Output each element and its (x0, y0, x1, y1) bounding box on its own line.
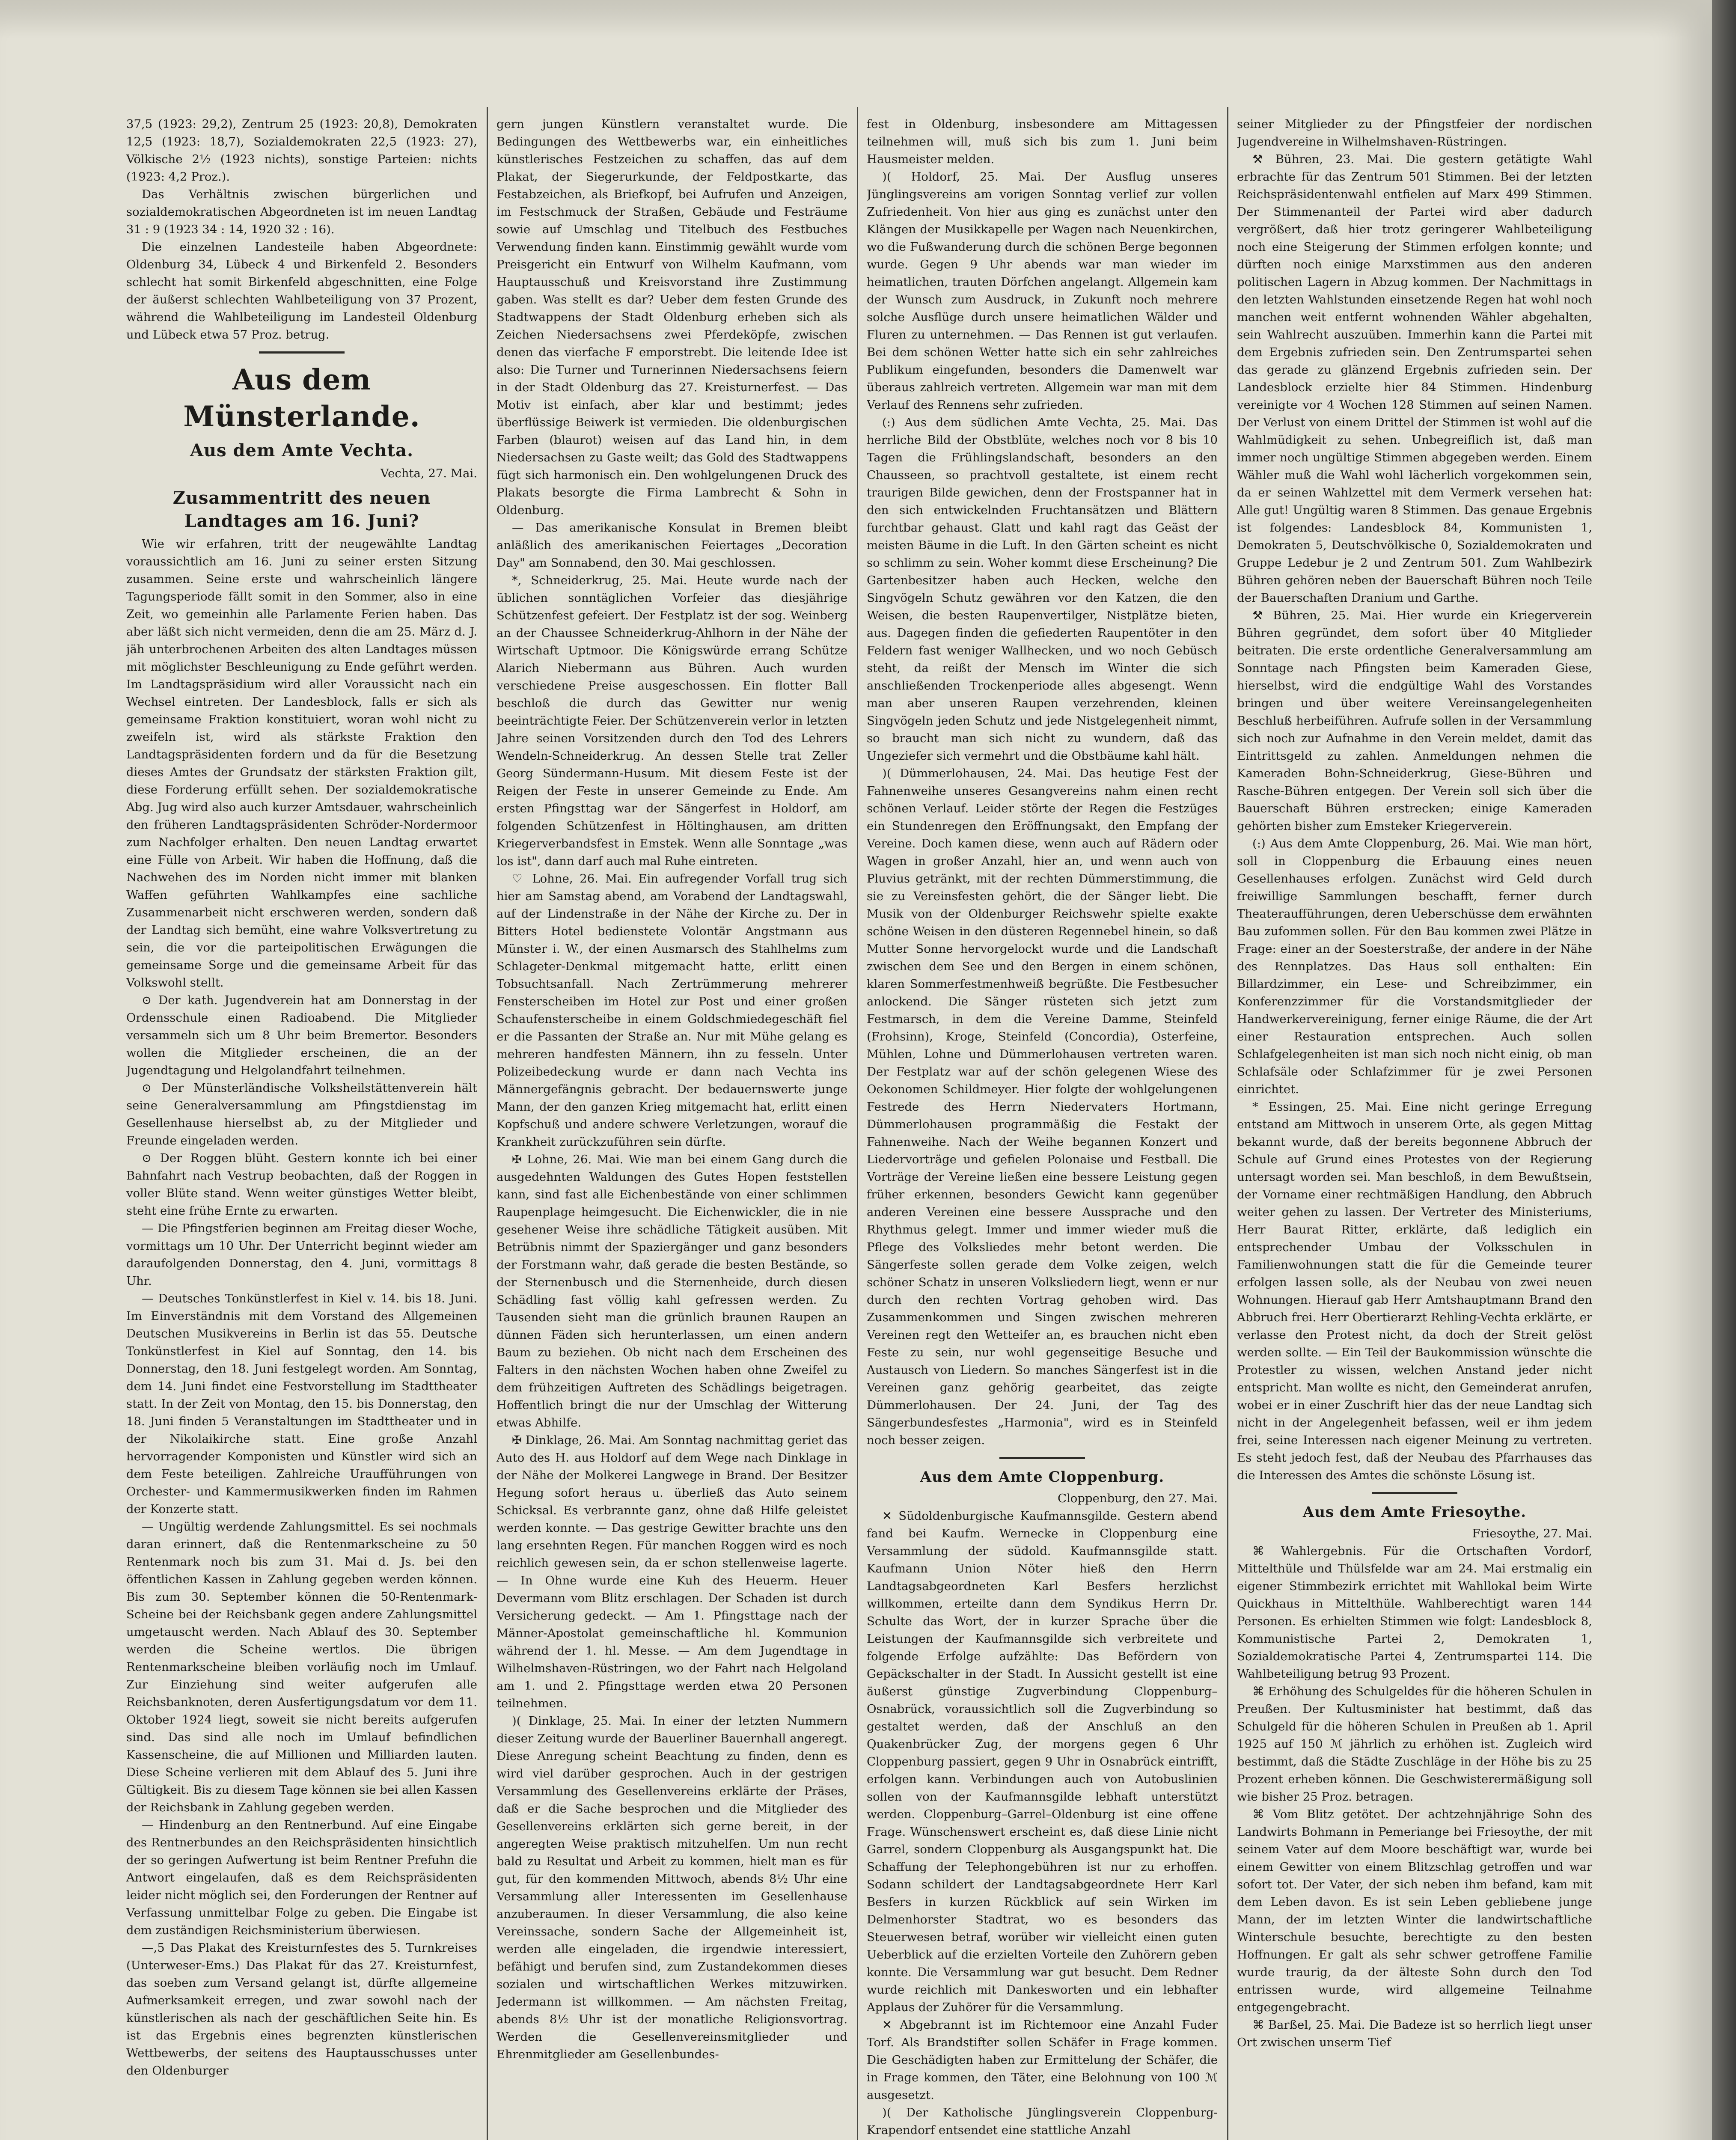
column-rule-1 (487, 107, 488, 2140)
article-paragraph: *, Schneiderkrug, 25. Mai. Heute wurde nach der üblichen sonntäglichen Vorfeier das diesjährige Schützenfest gefeiert. Der Festplatz ist der sog. Weinberg an der Chaussee Schneiderkrug-Ahlhorn in der Nähe der Wirtschaft Uptmoor. Die Königswürde errang Schütze Alarich Niebermann aus Bühren. Auch wurden verschiedene Preise ausgeschossen. Ein flotter Ball beschloß die durch das Gewitter nur wenig beeinträchtigte Feier. Der Schützenverein verlor in letzten Jahre seinen Vorsitzenden durch den Tod des Lehrers Wendeln-Schneiderkrug. An dessen Stelle trat Zeller Georg Sündermann-Husum. Mit diesem Feste ist der Reigen der Feste in unserer Gemeinde zu Ende. Am ersten Pfingsttag war der Sängerfest in Holdorf, am folgenden Schützenfest in Höltinghausen, am dritten Kriegerverbandsfest in Emstek. Wenn alle Sonntage „was los ist", dann darf auch mal Ruhe eintreten. (496, 574, 847, 868)
article-paragraph: ♡ Lohne, 26. Mai. Ein aufregender Vorfall trug sich hier am Samstag abend, am Vorabend der Landtagswahl, auf der Lindenstraße in der Nähe der Kirche zu. Der in Bitters Hotel bedienstete Volontär Angstmann aus Münster i. W., der einen Ausmarsch des Stahlhelms zum Schlageter-Denkmal mitgemacht hatte, erlitt einen Tobsuchtsanfall. Nach Zertrümmerung mehrerer Fensterscheiben im Hotel zur Post und einer großen Schaufensterscheibe in einem Goldschmiedegeschäft fiel er die Passanten der Straße an. Nur mit Mühe gelang es mehreren handfesten Männern, ihn zu fesseln. Unter Polizeibedeckung wurde er dann nach Vechta ins Männergefängnis gebracht. Der bedauernswerte junge Mann, der den ganzen Krieg mitgemacht hat, erlitt einen Kopfschuß und andere schwere Verletzungen, worauf die Krankheit zurückzuführen sein dürfte. (496, 872, 847, 1149)
section-heading: Aus dem Amte Cloppenburg. (920, 1468, 1165, 1486)
article-paragraph: — Hindenburg an den Rentnerbund. Auf eine Eingabe des Rentnerbundes an den Reichspräsidenten hinsichtlich der so geringen Aufwertung ist beim Rentner Prefuhn die Antwort eingelaufen, daß es dem Reichspräsidenten leider nicht möglich sei, den Forderungen der Rentner auf Verfassung unmittelbar Folge zu geben. Die Eingabe ist dem zuständigen Reichsministerium überwiesen. (126, 1818, 477, 1937)
article-paragraph: ⚒ Bühren, 23. Mai. Die gestern getätigte Wahl erbrachte für das Zentrum 501 Stimmen. Bei der letzten Reichspräsidentenwahl entfielen auf Marx 499 Stimmen. Der Stimmenanteil der Partei wird aber dadurch vergrößert, daß hier trotz geringerer Wahlbeteiligung noch eine Steigerung der Stimmen erfolgen konnte; und dürften noch einige Marxstimmen aus den anderen politischen Lagern in Abzug kommen. Der Nachmittags in den letzten Wahlstunden einsetzende Regen hat wohl noch manchen weit entfernt wohnenden Wähler abgehalten, sein Wahlrecht auszuüben. Immerhin kann die Partei mit dem Ergebnis zufrieden sein. Den Zentrumspartei sehen das gerade zu glänzend Ergebnis zufrieden sein. Der Landesblock erzielte hier 84 Stimmen. Hindenburg vereinigte vor 4 Wochen 128 Stimmen auf seinen Namen. Der Verlust von einem Drittel der Stimmen ist wohl auf die Wahlmüdigkeit zu sehen. Unbegreiflich ist, daß man immer noch ungültige Stimmen abgegeben werden. Einem Wähler muß die Wahl wohl lächerlich vorgekommen sein, da er seinen Wahlzettel mit dem Vermerk versehen hat: Alle gut! Ungültig waren 8 Stimmen. Das genaue Ergebnis ist folgendes: Landesblock 84, Kommunisten 1, Demokraten 5, Deutschvölkische 0, Sozialdemokraten und Gruppe Ledebur je 2 und Zentrum 501. Zum Wahlbezirk Bühren gehören neben der Bauerschaft Bühren noch Teile der Bauerschaften Dranium und Garthe. (1237, 152, 1592, 605)
article-paragraph: ✕ Südoldenburgische Kaufmannsgilde. Gestern abend fand bei Kaufm. Wernecke in Cloppenburg eine Versammlung der südold. Kaufmannsgilde statt. Kaufmann Union Nöter hieß den Herrn Landtagsabgeordneten Karl Besfers herzlichst willkommen, erteilte dann dem Syndikus Herrn Dr. Schulte das Wort, der in kurzer Sprache über die Leistungen der Kaufmannsgilde sich verbreitete und folgende Erfolge aufzählte: Das Befördern von Gepäckschalter in der Stadt. In Aussicht gestellt ist eine äußerst günstige Zugverbindung Cloppenburg–Osnabrück, voraussichtlich soll die Zugverbindung so gestaltet werden, daß der Anschluß an den Quakenbrücker Zug, der morgens gegen 6 Uhr Cloppenburg passiert, gegen 9 Uhr in Osnabrück eintrifft, erfolgen kann. Verbindungen auch von Autobuslinien sollen von der Kaufmannsgilde lebhaft unterstützt werden. Cloppenburg–Garrel–Oldenburg ist eine offene Frage. Wünschenswert erscheint es, daß diese Linie nicht Garrel, sondern Cloppenburg als Ausgangspunkt hat. Die Schaffung der Telephongebühren ist nur zu erhoffen. Sodann schildert der Landtagsabgeordnete Herr Karl Besfers in kurzen Rückblick auf sein Wirken im Delmenhorster Stadtrat, wo es besonders das Steuerwesen betraf, worüber wir vielleicht einen guten Ueberblick auf die erzielten Vorteile den Zuhörern geben konnte. Die Versammlung war gut besucht. Dem Redner wurde reichlich mit Dankesworten und ein lebhafter Applaus der Zuhörer für die Versammlung. (867, 1509, 1218, 2014)
article-paragraph: ⌘ Wahlergebnis. Für die Ortschaften Vordorf, Mittelthüle und Thülsfelde war am 24. Mai erstmalig ein eigener Stimmbezirk errichtet mit Wahllokal beim Wirte Quickhaus in Mittelthüle. Wahlberechtigt waren 144 Personen. Es erhielten Stimmen wie folgt: Landesblock 8, Kommunistische Partei 2, Demokraten 1, Sozialdemokratische Partei 4, Zentrumspartei 114. Die Wahlbeteiligung betrug 93 Prozent. (1237, 1544, 1592, 1681)
article-paragraph: (:) Aus dem Amte Cloppenburg, 26. Mai. Wie man hört, soll in Cloppenburg die Erbauung eines neuen Gesellenhauses erfolgen. Zunächst wird Geld durch freiwillige Sammlungen beschafft, ferner durch Theateraufführungen, deren Ueberschüsse dem erwähnten Bau zufommen sollen. Für den Bau kommen zwei Plätze in Frage: einer an der Soesterstraße, der andere in der Nähe des Rennplatzes. Das Haus soll enthalten: Ein Billardzimmer, ein Lese- und Schreibzimmer, ein Konferenzzimmer für die Vorstandsmitglieder der Handwerkervereinigung, ferner einige Räume, die der Art einer Restauration entsprechen. Auch sollen Schlafgelegenheiten ist man sich noch nicht einig, ob man Schlafsäle oder Schlafzimmer für je zwei Personen einrichtet. (1237, 837, 1592, 1096)
article-paragraph: — Die Pfingstferien beginnen am Freitag dieser Woche, vormittags um 10 Uhr. Der Unterricht beginnt wieder am daraufolgenden Donnerstag, den 4. Juni, vormittags 8 Uhr. (126, 1222, 477, 1288)
section-heading: Zusammentritt des neuen Landtages am 16. Juni? (172, 488, 431, 531)
column-3 (867, 116, 1218, 2140)
article-paragraph: Die einzelnen Landesteile haben Abgeordnete: Oldenburg 34, Lübeck 4 und Birkenfeld 2. Besonders schlecht hat somit Birkenfeld abgeschnitten, eine Folge der äußerst schlechten Wahlbeteiligung von 37 Prozent, während die Wahlbeteiligung im Landesteil Oldenburg und Lübeck etwa 57 Proz. betrug. (126, 240, 477, 342)
article-paragraph: — Deutsches Tonkünstlerfest in Kiel v. 14. bis 18. Juni. Im Einverständnis mit dem Vorstand des Allgemeinen Deutschen Musikvereins in Berlin ist das 55. Deutsche Tonkünstlerfest in Kiel auf Sonntag, den 14. bis Donnerstag, den 18. Juni festgelegt worden. Am Sonntag, dem 14. Juni findet eine Festvorstellung im Stadttheater statt. In der Zeit von Montag, den 15. bis Donnerstag, den 18. Juni finden 5 Veranstaltungen im Stadttheater und in der Nikolaikirche statt. Eine große Anzahl hervorragender Komponisten und Künstler wird sich an dem Feste beteiligen. Zahlreiche Uraufführungen von Orchester- und Kammermusikwerken finden im Rahmen der Konzerte statt. (126, 1292, 477, 1516)
article-paragraph: 37,5 (1923: 29,2), Zentrum 25 (1923: 20,8), Demokraten 12,5 (1923: 18,7), Sozialdemokraten 22,5 (1923: 27), Völkische 2½ (1923 nichts), sonstige Parteien: nichts (1923: 4,2 Proz.). (126, 117, 477, 184)
dateline: Vechta, 27. Mai. (380, 467, 477, 480)
column-4 (1237, 116, 1592, 2140)
article-paragraph: — Das amerikanische Konsulat in Bremen bleibt anläßlich des amerikanischen Feiertages „Decoration Day" am Sonnabend, den 30. Mai geschlossen. (496, 521, 847, 570)
column-rule-3 (1227, 107, 1228, 2140)
article-paragraph: ⌘ Erhöhung des Schulgeldes für die höheren Schulen in Preußen. Der Kultusminister hat bestimmt, daß das Schulgeld für die höheren Schulen in Preußen ab 1. April 1925 auf 150 ℳ jährlich zu erhöhen ist. Zugleich wird bestimmt, daß die Städte Zuschläge in der Höhe bis zu 25 Prozent erheben können. Die Geschwisterermäßigung soll wie bisher 25 Proz. betragen. (1237, 1685, 1592, 1804)
article-paragraph: —,5 Das Plakat des Kreisturnfestes des 5. Turnkreises (Unterweser-Ems.) Das Plakat für das 27. Kreisturnfest, das soeben zum Versand gelangt ist, dürfte allgemeine Aufmerksamkeit erregen, und zwar sowohl nach der künstlerischen als nach der geschäftlichen Seite hin. Es ist das Ergebnis eines begrenzten künstlerischen Wettbewerbs, der seitens des Hauptausschusses unter den Oldenburger (126, 1941, 477, 2078)
article-paragraph: ⊙ Der kath. Jugendverein hat am Donnerstag in der Ordensschule einen Radioabend. Die Mitglieder versammeln sich um 8 Uhr beim Bremertor. Besonders wollen die Mitglieder erscheinen, die an der Jugendtagung und Helgolandfahrt teilnehmen. (126, 993, 477, 1077)
article-paragraph: ⌘ Vom Blitz getötet. Der achtzehnjährige Sohn des Landwirts Bohmann in Pemeriange bei Friesoythe, der mit seinem Vater auf dem Moore beschäftigt war, wurde bei einem Gewitter von einem Blitzschlag getroffen und war sofort tot. Der Vater, der sich neben ihm befand, kam mit dem Leben davon. Es ist sein Leben gebliebene junge Mann, der im letzten Winter die landwirtschaftliche Winterschule besuchte, berechtigte zu den besten Hoffnungen. Er galt als sehr schwer getroffene Familie wurde traurig, da der älteste Sohn durch den Tod entrissen wurde, wird allgemeine Teilnahme entgegengebracht. (1237, 1807, 1592, 2014)
article-paragraph: ✠ Dinklage, 26. Mai. Am Sonntag nachmittag geriet das Auto des H. aus Holdorf auf dem Wege nach Dinklage in der Nähe der Molkerei Langwege in Brand. Der Besitzer Hegung sofort heraus u. überließ das Auto seinem Schicksal. Es verbrannte ganz, ohne daß Hilfe geleistet werden konnte. — Das gestrige Gewitter brachte uns den lang ersehnten Regen. Für manchen Roggen wird es noch reichlich gewesen sein, da er schon stellenweise lagerte. — In Ohne wurde eine Kuh des Heuerm. Heuer Devermann vom Blitz erschlagen. Der Schaden ist durch Versicherung gedeckt. — Am 1. Pfingsttage nach der Männer-Apostolat gemeinschaftliche hl. Kommunion während der 1. hl. Messe. — Am dem Jugendtage in Wilhelmshaven-Rüstringen, wo der Fahrt nach Helgoland am 1. und 2. Pfingsttage werden etwa 20 Personen teilnehmen. (496, 1433, 847, 1710)
article-paragraph: — Ungültig werdende Zahlungsmittel. Es sei nochmals daran erinnert, daß die Rentenmarkscheine zu 50 Rentenmark noch bis zum 31. Mai d. Js. bei den öffentlichen Kassen in Zahlung gegeben werden können. Bis zum 30. September können die 50-Rentenmark-Scheine bei der Reichsbank gegen andere Zahlungsmittel umgetauscht werden. Nach Ablauf des 30. September werden die Scheine wertlos. Die übrigen Rentenmarkscheine bleiben vorläufig noch im Umlauf. Zur Einziehung sind weiter aufgerufen alle Reichsbanknoten, deren Ausfertigungsdatum vor dem 11. Oktober 1924 liegt, soweit sie nicht bereits aufgerufen sind. Das sind alle noch im Umlauf befindlichen Kassenscheine, die auf Millionen und Milliarden lauten. Diese Scheine verlieren mit dem Ablauf des 5. Juni ihre Gültigkeit. Bis zu diesem Tage können sie bei allen Kassen der Reichsbank in Zahlung gegeben werden. (126, 1520, 477, 1814)
article-paragraph: ⌘ Barßel, 25. Mai. Die Badeze ist so herrlich liegt unser Ort zwischen unserm Tief (1237, 2018, 1592, 2049)
section-separator-rule (999, 1457, 1085, 1459)
section-heading: Aus dem Amte Vechta. (190, 440, 413, 461)
article-paragraph: Wie wir erfahren, tritt der neugewählte Landtag voraussichtlich am 16. Juni zu seiner ersten Sitzung zusammen. Seine erste und wahrscheinlich längere Tagungsperiode fällt somit in den Sommer, also in eine Zeit, wo gemeinhin alle Parlamente Ferien haben. Das aber läßt sich nicht vermeiden, denn die am 25. März d. J. jäh unterbrochenen Arbeiten des alten Landtages müssen mit möglichster Beschleunigung zu Ende geführt werden. Im Landtagspräsidium wird aller Voraussicht nach ein Wechsel eintreten. Der Landesblock, falls er sich als gemeinsame Fraktion konstituiert, woran wohl nicht zu zweifeln ist, wird als stärkste Fraktion den Landtagspräsidenten fordern und da für die Besetzung dieses Amtes der Grundsatz der stärksten Fraktion gilt, diese Forderung erfüllt sehen. Der sozialdemokratische Abg. Jug wird also auch kurzer Amtsdauer, wahrscheinlich den früheren Landtagspräsidenten Schröder-Nordermoor zum Nachfolger erhalten. Den neuen Landtag erwartet eine Fülle von Arbeit. Wir haben die Hoffnung, daß die Nachwehen des im Norden nicht immer mit blanken Waffen geführten Wahlkampfes eine sachliche Zusammenarbeit nicht erschweren werden, sondern daß der Landtag sich bemüht, eine wahre Volksvertretung zu sein, die vor die parteipolitischen Erwägungen die gemeinsame Sorge und die gemeinsame Arbeit für das Volkswohl stellt. (126, 537, 477, 990)
article-paragraph: )( Dinklage, 25. Mai. In einer der letzten Nummern dieser Zeitung wurde der Bauerliner Bauernhall angeregt. Diese Anregung scheint Beachtung zu finden, denn es wird viel darüber gesprochen. Auch in der gestrigen Versammlung des Gesellenvereins erklärte der Präses, daß er die Sache besprochen und die Mitglieder des Gesellenvereins erklärten sich gerne bereit, in der angeregten Weise praktisch mitzuhelfen. Um nun recht bald zu Resultat und Arbeit zu kommen, hielt man es für gut, für den kommenden Mittwoch, abends 8½ Uhr eine Versammlung aller Interessenten im Gesellenhause anzuberaumen. In dieser Versammlung, die also keine Vereinssache, sondern Sache der Allgemeinheit ist, werden alle eingeladen, die irgendwie interessiert, befähigt und berufen sind, zum Zustandekommen dieses sozialen und wirtschaftlichen Werkes mitzuwirken. Jedermann ist willkommen. — Am nächsten Freitag, abends 8½ Uhr ist der monatliche Religionsvortrag. Werden die Gesellenvereinsmitglieder und Ehrenmitglieder am Gesellenbundes- (496, 1714, 847, 2061)
section-heading: Aus dem Münsterlande. (183, 363, 420, 433)
article-paragraph: )( Der Katholische Jünglingsverein Cloppenburg-Krapendorf entsendet eine stattliche Anzahl (867, 2106, 1218, 2137)
column-1 (126, 116, 477, 2140)
article-paragraph: seiner Mitglieder zu der Pfingstfeier der nordischen Jugendvereine in Wilhelmshaven-Rüstringen. (1237, 117, 1592, 149)
section-separator-rule (259, 351, 345, 354)
article-paragraph: fest in Oldenburg, insbesondere am Mittagessen teilnehmen will, muß sich bis zum 1. Juni beim Hausmeister melden. (867, 117, 1218, 166)
article-paragraph: ✕ Abgebrannt ist im Richtemoor eine Anzahl Fuder Torf. Als Brandstifter sollen Schäfer in Frage kommen. Die Geschädigten haben zur Ermittelung der Schäfer, die in Frage kommen, den Täter, eine Belohnung von 100 ℳ ausgesetzt. (867, 2018, 1218, 2102)
column-2 (496, 116, 847, 2140)
article-paragraph: ⚒ Bühren, 25. Mai. Hier wurde ein Kriegerverein Bühren gegründet, dem sofort über 40 Mitglieder beitraten. Die erste ordentliche Generalversammlung am Sonntage nach Pfingsten beim Kameraden Giese, hierselbst, wird die endgültige Wahl des Vorstandes bringen und über weitere Vereinsangelegenheiten Beschluß herbeiführen. Aufrufe sollen in der Versammlung sich noch zur Aufnahme in den Verein meldet, damit das Eintrittsgeld zu zahlen. Anmeldungen nehmen die Kameraden Bohn-Schneiderkrug, Giese-Bühren und Rasche-Bühren entgegen. Der Verein soll sich über die Bauerschaft Bühren erstrecken; einige Kameraden gehörten bisher zum Emsteker Kriegerverein. (1237, 609, 1592, 833)
section-heading: Aus dem Amte Friesoythe. (1302, 1504, 1527, 1521)
dateline: Cloppenburg, den 27. Mai. (1057, 1492, 1218, 1505)
article-paragraph: ⊙ Der Münsterländische Volksheilstättenverein hält seine Generalversammlung am Pfingstdienstag im Gesellenhause hierselbst ab, zu der Mitglieder und Freunde eingeladen werden. (126, 1081, 477, 1147)
article-paragraph: ⊙ Der Roggen blüht. Gestern konnte ich bei einer Bahnfahrt nach Vestrup beobachten, daß der Roggen in voller Blüte stand. Wenn weiter günstiges Wetter bleibt, steht eine frühe Ernte zu erwarten. (126, 1151, 477, 1218)
article-paragraph: )( Dümmerlohausen, 24. Mai. Das heutige Fest der Fahnenweihe unseres Gesangvereins nahm einen recht schönen Verlauf. Leider störte der Regen die Festzüges ein Stundenregen den Eröffnungsakt, den Empfang der Vereine. Doch kamen diese, wenn auch auf Rädern oder Wagen in großer Anzahl, hier an, und wenn auch von Pluvius getränkt, mit der rechten Dümmerstimmung, die sie zu Vereinsfesten gehört, die der Sänger liebt. Die Musik von der Oldenburger Reichswehr spielte exakte schöne Weisen in den düsteren Regennebel hinein, so daß Mutter Sonne hervorgelockt wurde und die Landschaft zwischen dem See und den Bergen in einem schönen, klaren Sommerfestmenhweiß begrüßte. Die Festbesucher anlockend. Die Sänger rüsteten sich jetzt zum Festmarsch, in dem die Vereine Damme, Steinfeld (Frohsinn), Kroge, Steinfeld (Concordia), Osterfeine, Mühlen, Lohne und Dümmerlohausen vertreten waren. Der Festplatz war auf der schön gelegenen Wiese des Oekonomen Schildmeyer. Hier folgte der wohlgelungenen Festrede des Herrn Niedervaters Hortmann, Dümmerlohausen programmäßig die Festakt der Fahnenweihe. Nach der Weihe begannen Konzert und Liedervorträge und gefielen Polonaise und Festball. Die Vorträge der Vereine ließen eine bessere Leistung gegen früher erkennen, besonders Gewicht kann gegenüber anderen Vereinen eine bessere Aussprache und den Rhythmus gelegt. Immer und immer wieder muß die Pflege des Volksliedes mehr betont werden. Die Sängerfeste sollen gerade dem Volke zeigen, welch schöner Schatz in unseren Volksliedern liegt, wenn er nur durch den rechten Vortrag gehoben wird. Das Zusammenkommen und Singen zwischen mehreren Vereinen regt den Wetteifer an, es brauchen nicht eben Feste zu sein, nur wohl gegenseitige Besuche und Austausch von Liedern. So manches Sängerfest ist in die Vereinen ganz gehörig gearbeitet, das zeigte Dümmerlohausen. Der 24. Juni, der Tag des Sängerbundesfestes „Harmonia", wird es in Steinfeld noch besser zeigen. (867, 767, 1218, 1447)
article-paragraph: * Essingen, 25. Mai. Eine nicht geringe Erregung entstand am Mittwoch in unserem Orte, als gegen Mittag bekannt wurde, daß der bereits begonnene Abbruch der Schule auf Grund eines Protestes von der Regierung untersagt worden sei. Man beschloß, in dem Bewußtsein, der Vorname einer rechtmäßigen Handlung, den Abbruch weiter gehen zu lassen. Der Vertreter des Ministeriums, Herr Baurat Ritter, erklärte, daß lediglich ein entsprechender Umbau der Volksschulen in Familienwohnungen statt die für die Gemeinde teurer erfolgen lassen solle, als der Neubau von zwei neuen Wohnungen. Hierauf gab Herr Amtshauptmann Brand den Abbruch frei. Herr Obertierarzt Rehling-Vechta erklärte, er verlasse den Protest nicht, da doch der Streit gelöst werden sollte. — Ein Teil der Baukommission wünschte die Protestler zu wissen, welchen Anstand jeder nicht entspricht. Man wollte es nicht, den Gemeinderat anrufen, wobei er in einer Zuschrift hier das der neue Landtag sich nicht in der Angelegenheit befassen, weil er ihm jedem frei, seine Interessen nach eigener Meinung zu vertreten. Es steht jedoch fest, daß der Neubau des Pfarrhauses das die Interessen des Amtes die schönste Lösung ist. (1237, 1100, 1592, 1482)
page-spine-shadow (1712, 0, 1736, 2140)
article-paragraph: (:) Aus dem südlichen Amte Vechta, 25. Mai. Das herrliche Bild der Obstblüte, welches noch vor 8 bis 10 Tagen die Frühlingslandschaft, besonders an den Chausseen, so prachtvoll gestaltete, ist einem recht traurigen Bilde gewichen, denn der Frostspanner hat in den sich entwickelnden Fruchtansätzen und Blättern furchtbar gehaust. Glatt und kahl ragt das Geäst der meisten Bäume in die Luft. In den Gärten scheint es nicht so schlimm zu sein. Woher kommt diese Erscheinung? Die Gartenbesitzer haben auch Hecken, welche den Singvögeln Schutz gewähren vor den Katzen, die den Weisen, die besten Raupenvertilger, Nistplätze bieten, aus. Dagegen finden die gefiederten Raupentöter in den Feldern fast weniger Wallhecken, und wo noch Gebüsch steht, da reißt der Mensch im Winter die sich anschließenden Trockenperiode alles abgesengt. Wenn man aber unseren Raupen verzehrenden, kleinen Singvögeln jeden Schutz und jede Nistgelegenheit nimmt, so braucht man sich nicht zu wundern, daß das Ungeziefer sich vermehrt und die Obstbäume kahl hält. (867, 416, 1218, 763)
article-paragraph: gern jungen Künstlern veranstaltet wurde. Die Bedingungen des Wettbewerbs war, ein einheitliches künstlerisches Festzeichen zu schaffen, das auf dem Plakat, der Siegerurkunde, der Feldpostkarte, das Festabzeichen, als Briefkopf, bei Aufrufen und Anzeigen, im Festschmuck der Straßen, Gebäude und Festräume sowie auf Umschlag und Titelbuch des Festbuches Verwendung finden kann. Einstimmig gewählt wurde vom Preisgericht ein Entwurf von Wilhelm Kaufmann, vom Hauptausschuß und Kreisvorstand ihre Zustimmung gaben. Was stellt es dar? Ueber dem festen Grunde des Stadtwappens der Stadt Oldenburg erheben sich als Zeichen Niedersachsens zwei Pferdeköpfe, zwischen denen das vierfache F emporstrebt. Die leitende Idee ist also: Die Turner und Turnerinnen Niedersachsens feiern in der Stadt Oldenburg das 27. Kreisturnerfest. — Das Motiv ist einfach, aber klar und bestimmt; jedes überflüssige Beiwerk ist vermieden. Die oldenburgischen Farben (blaurot) weisen auf das Land hin, in dem Niedersachsen zu Gaste weilt; das Gold des Stadtwappens fügt sich harmonisch ein. Den wohlgelungenen Druck des Plakats besorgte die Firma Lambrecht & Sohn in Oldenburg. (496, 117, 847, 517)
article-paragraph: Das Verhältnis zwischen bürgerlichen und sozialdemokratischen Abgeordneten ist im neuen Landtag 31 : 9 (1923 34 : 14, 1920 32 : 16). (126, 187, 477, 236)
article-paragraph: )( Holdorf, 25. Mai. Der Ausflug unseres Jünglingsvereins am vorigen Sonntag verlief zur vollen Zufriedenheit. Von hier aus ging es zunächst unter den Klängen der Musikkapelle per Wagen nach Neuenkirchen, wo die Fußwanderung durch die schönen Berge begonnen wurde. Gegen 9 Uhr abends war man wieder im heimatlichen, trauten Dörfchen angelangt. Allgemein kam der Wunsch zum Ausdruck, in Zukunft noch mehrere solche Ausflüge durch unsere heimatlichen Wälder und Fluren zu unternehmen. — Das Rennen ist gut verlaufen. Bei dem schönen Wetter hatte sich ein sehr zahlreiches Publikum eingefunden, besonders die Damenwelt war überaus zahlreich vertreten. Allgemein war man mit dem Verlauf des Rennens sehr zufrieden. (867, 170, 1218, 412)
article-paragraph: ✠ Lohne, 26. Mai. Wie man bei einem Gang durch die ausgedehnten Waldungen des Gutes Hopen feststellen kann, sind fast alle Eichenbestände von einer schlimmen Raupenplage heimgesucht. Die Eichenwickler, die in nie gesehener Weise ihre schädliche Tätigkeit ausüben. Mit Betrübnis nimmt der Spaziergänger und ganz besonders der Forstmann wahr, daß gerade die besten Bestände, so der Sternenbusch und die Sternenheide, durch diesen Schädling fast völlig kahl gefressen werden. Zu Tausenden sieht man die grünlich braunen Raupen an dünnen Fäden sich herunterlassen, um einen andern Baum zu beziehen. Ob nicht nach dem Erscheinen des Falters in den nächsten Wochen haben ohne Zweifel zu dem frühzeitigen Auftreten des Schädlings beigetragen. Hoffentlich bringt die nur der Umschlag der Witterung etwas Abhilfe. (496, 1153, 847, 1430)
section-separator-rule (1372, 1492, 1457, 1494)
column-rule-2 (857, 107, 858, 2140)
dateline: Friesoythe, 27. Mai. (1472, 1527, 1592, 1540)
